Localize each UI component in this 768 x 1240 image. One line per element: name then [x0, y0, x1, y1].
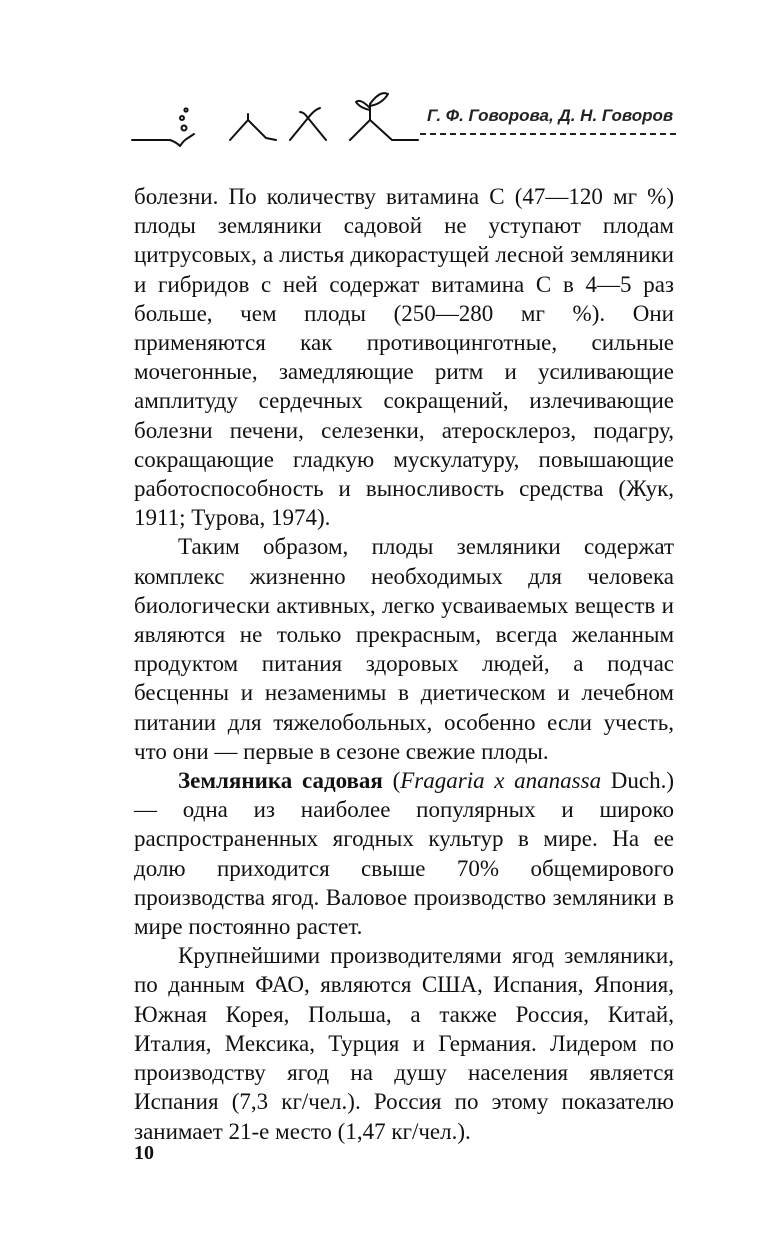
paragraph-garden-strawberry-rest: Duch.) — одна из наиболее популярных и широко распространенных ягодных культур в мире. На ее долю приходится свыше 70% общемирового производства ягод. Валовое производство земляники в мире постоянно растет. — [134, 768, 675, 940]
paragraph-garden-strawberry — [134, 766, 674, 941]
latin-species-name: Fragaria x ananassa — [400, 768, 602, 794]
header-authors: Г. Ф. Говорова, Д. Н. Говоров — [427, 106, 674, 125]
header-dashed-rule — [420, 133, 676, 135]
page-number: 10 — [134, 1142, 154, 1164]
paragraph-largest-producers: Крупнейшими производителями ягод земляники, по данным ФАО, являются США, Испания, Япония, Южная Корея, Польша, а также Россия, Китай, Италия, Мексика, Турция и Германия. Лидером по производству ягод на душу населения является Испания (7,3 кг/чел.). Россия по этому показателю занимает 21-е место (1,47 кг/чел.). — [134, 943, 674, 1144]
open-paren: ( — [382, 768, 401, 794]
paragraph-vitamin-c: болезни. По количеству витамина С (47—120 мг %) плоды земляники садовой не уступают плодам цитрусовых, а листья дикорастущей лесной земляники и гибридов с ней содержат витамина С в 4—5 раз больше, чем плоды (250—280 мг %). Они применяются как противоцинготные, сильные мочегонные, замедляющие ритм и усиливающие амплитуду сердечных сокращений, излечивающие болезни печени, селезенки, атеросклероз, подагру, сокращающие гладкую мускулатуру, повышающие работоспособность и выносливость средства (Жук, 1911; Турова, 1974). — [134, 184, 674, 531]
running-header — [130, 78, 678, 148]
paragraph-biologically-active: Таким образом, плоды земляники содержат комплекс жизненно необходимых для человека биологически активных, легко усваиваемых веществ и являются не только прекрасным, всегда желанным продуктом питания здоровых людей, а подчас бесценны и незаменимы в диетическом и лечебном питании для тяжелобольных, особенно если учесть, что они — первые в сезоне свежие плоды. — [134, 534, 674, 764]
sprouting-seed-growth-stages-icon — [130, 88, 420, 148]
term-garden-strawberry: Земляника садовая — [178, 768, 383, 794]
page-body — [134, 182, 674, 1146]
